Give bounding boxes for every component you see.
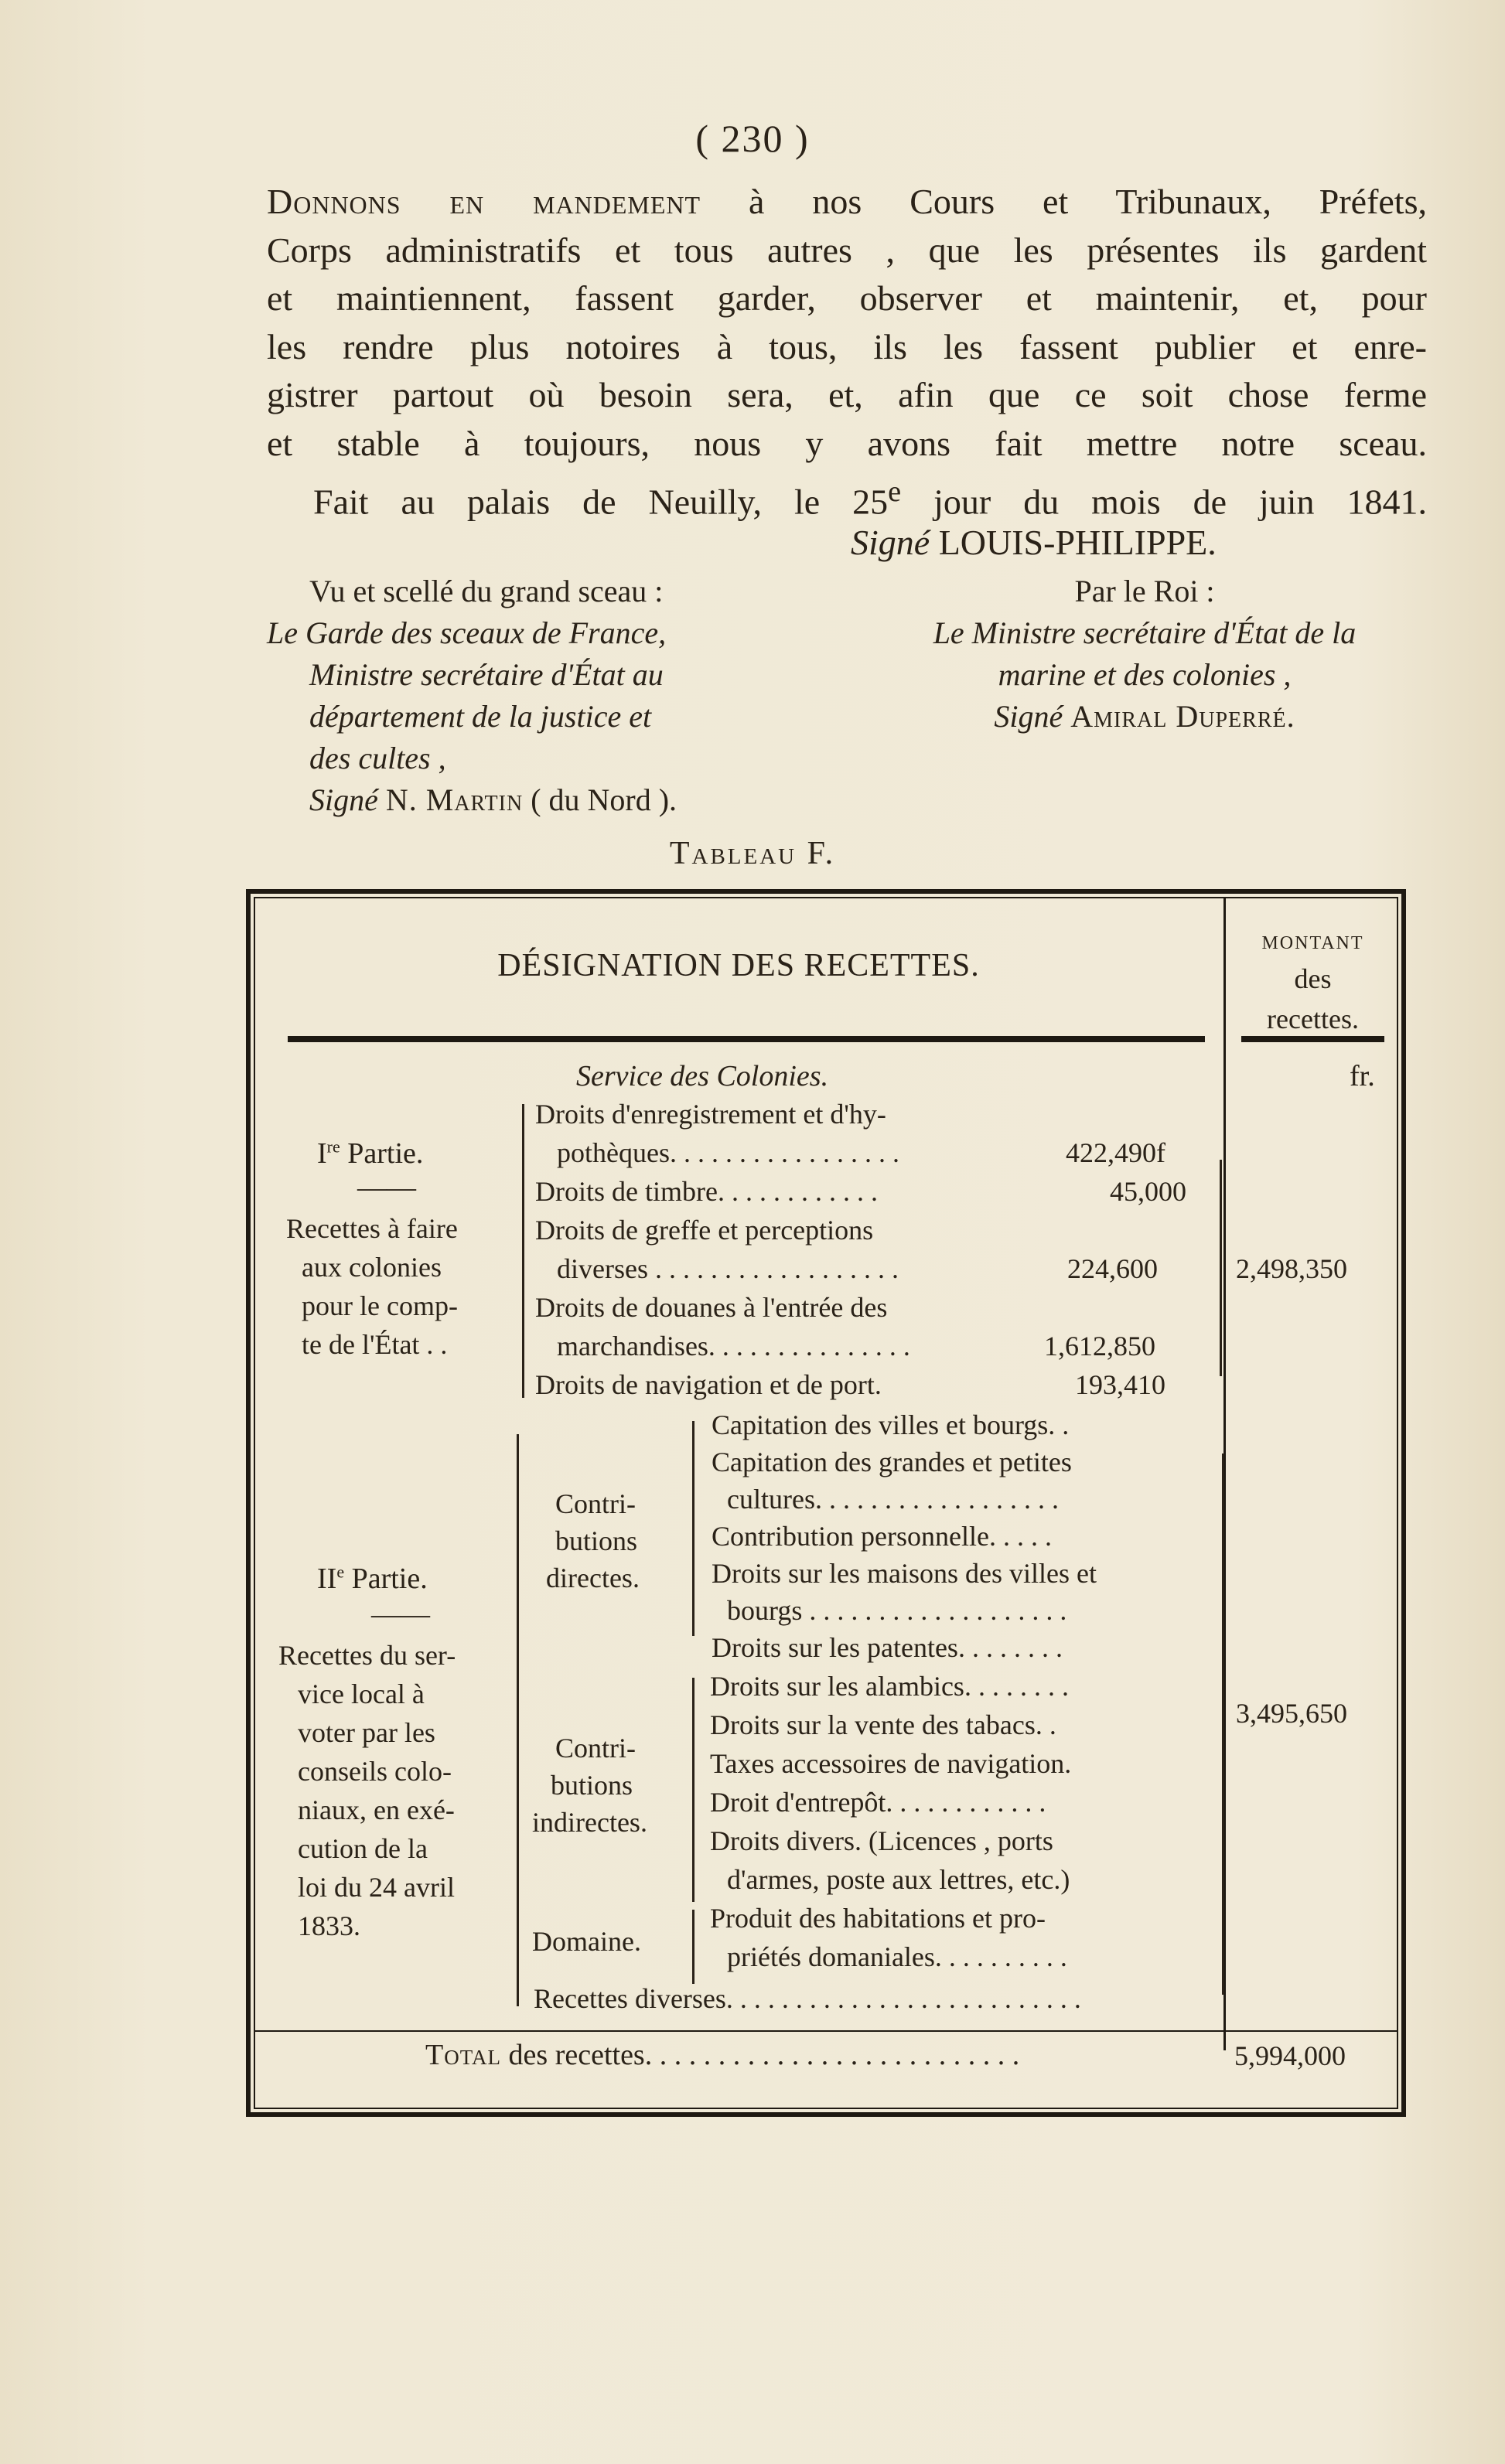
text-line: Donnons en mandement à nos Cours et Tribunaux, Préfets, (267, 182, 1427, 221)
text-line: les rendre plus notoires à tous, ils les fassent publier et enre- (267, 326, 1427, 366)
total-amount: 5,994,000 (1234, 2040, 1346, 2071)
lead-words: Donnons en mandement (267, 182, 701, 221)
brace-part1 (522, 1104, 530, 1398)
left-signature-block: Vu et scellé du grand sceau : Le Garde des sceaux de France, Ministre secrétaire d'État au département de la justice et des cultes , Signé N. Martin ( du Nord ). (267, 574, 677, 817)
total-rule (255, 2030, 1397, 2032)
decree-paragraph (267, 178, 1427, 527)
section-title: Service des Colonies. (576, 1060, 829, 1092)
text-line: et stable à toujours, nous y avons fait mettre notre sceau. (267, 423, 1427, 463)
amount-part2: 3,495,650 (1236, 1698, 1347, 1729)
brace-amount1 (1214, 1160, 1222, 1376)
dash-rule: —— (357, 1171, 416, 1204)
text-line: gistrer partout où besoin sera, et, afin que ce soit chose ferme (267, 375, 1427, 414)
page-number: ( 230 ) (695, 117, 810, 160)
brace-part2 (517, 1434, 524, 2006)
page-scan: ( 230 ) Donnons en mandement à nos Cours et Tribunaux, Préfets, Corps administratifs et tous autres , que les présentes ils gardent et maintiennent, fassent garder, observer et maintenir, et, pour les rendre plus notoires à tous, ils les fassent publier et enre- gistrer partout où besoin sera, et, afin que ce soit chose ferme et stable à toujours, nous y avons fait mettre notre sceau. Fait au palais de Neuilly, le 25e jour du mois de juin 1841. Signé LOUIS-PHILIPPE. Vu et scellé du grand sceau : Le Garde des sceaux de France, Ministre secrétaire d'État au département de la justice et des cultes , Signé N. Martin ( du Nord ). Par le Roi : Le Ministre secrétaire d'État de la marine et des colonies , Signé Amiral Duperré. Tableau F. DÉSIGNATION DES RECETTES. MONTANT des recettes. Service des Colonies. fr. Ire Partie. —— Recettes à faire aux colonies pour le comp- te de l'État . . Droits d'enregistrement et d'hy- pothèques. . . . . . . . . . . . . . . . . 422,490f Droits de timbre. . . . . . . . . . . . 45,000 Droits de greffe et perceptions diverses . . . . . . . . . . . . . . . . . . 224,600 Droits de douanes à l'entrée des marchandises. . . . . . . . . . . . . . . 1,612,850 Droits de navigation et de port. 193,410 2,498,350 IIe Partie. —— Recettes du ser- vice local à voter par les conseils colo- niaux, en exé- cution de la loi du 24 avril 1833. Contri- butions directes. Capitation des villes et bourgs. . Capitation des grandes et petites cultures. . . . . . . . . . . . . . . . . . Contribution personnelle. . . . . Droits sur les maisons des villes et bourgs . . . . . . . . . . . . . . . . . . . Droits sur les patentes. . . . . . . . Contri- butions indirectes. Droits sur les alambics. . . . . . . . Droits sur la vente des tabacs. . Taxes accessoires de navigation. Droit d'entrepôt. . . . . . . . . . . . Droits divers. (Licences , ports d'armes, poste aux lettres, etc.) Domaine. Produit des habitations et pro- priétés domaniales. . . . . . . . . . Recettes diverses. . . . . . . . . . . . . . . . . . . . . . . . . . 3,495,650 Total des recettes. . . . . . . . . . . . . . . . . . . . . . . . . . 5,994,000 (0, 0, 1505, 2464)
total-label: Total des recettes. . . . . . . . . . . . . . . . . . . . . . . . . . (425, 2039, 1020, 2071)
column-header-amount: MONTANT des recettes. (1261, 933, 1364, 1034)
brace-domaine (692, 1910, 700, 1984)
column-header-designation: DÉSIGNATION DES RECETTES. (497, 948, 980, 983)
brace-indirectes (692, 1678, 700, 1902)
amount-part1: 2,498,350 (1236, 1253, 1347, 1284)
brace-amount2 (1222, 1454, 1230, 1995)
part-label: IIe Partie. (317, 1562, 428, 1595)
right-signature-block: Par le Roi : Le Ministre secrétaire d'État de la marine et des colonies , Signé Amiral Duperré. (933, 574, 1357, 734)
header-rule (288, 1036, 1205, 1042)
text-line: Corps administratifs et tous autres , que les présentes ils gardent (267, 230, 1427, 270)
unit-label: fr. (1350, 1060, 1375, 1092)
brace-directes (692, 1421, 700, 1636)
text-line: et maintiennent, fassent garder, observer et maintenir, et, pour (267, 278, 1427, 318)
dash-rule: —— (371, 1598, 430, 1631)
text-line: Fait au palais de Neuilly, le 25e jour du mois de juin 1841. (313, 475, 1427, 522)
king-signature: Signé LOUIS-PHILIPPE. (851, 523, 1217, 562)
part-label: Ire Partie. (317, 1137, 424, 1170)
table-title: Tableau F. (669, 836, 836, 871)
